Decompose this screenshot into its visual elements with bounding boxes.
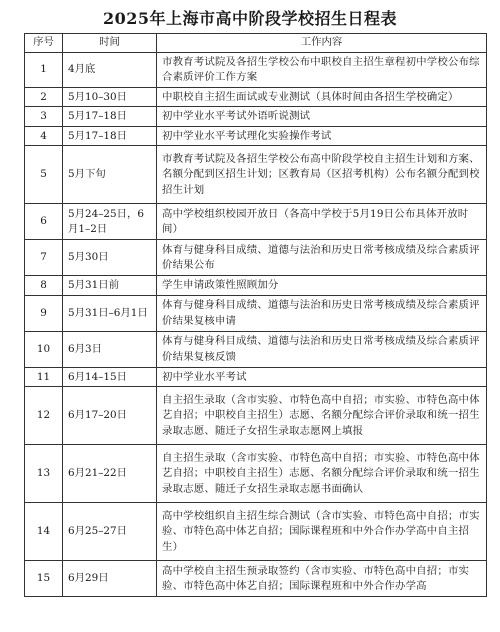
row-number: 12 xyxy=(25,387,63,445)
table-row xyxy=(25,387,487,445)
row-number: 13 xyxy=(25,445,63,503)
row-content: 高中学校组织自主招生综合测试（含市实验、市特色高中自招；市实验、市特色高中体艺自招；国际课程班和中外合作办学高中自主招生） xyxy=(157,503,487,561)
row-time: 6月14–15日 xyxy=(63,367,157,387)
row-time: 6月17–20日 xyxy=(63,387,157,445)
row-content: 初中学业水平考试外语听说测试 xyxy=(157,107,487,127)
row-time: 4月底 xyxy=(63,52,157,87)
row-time: 5月下旬 xyxy=(63,146,157,204)
header-no: 序号 xyxy=(25,34,63,53)
page-title: 2025年上海市高中阶段学校招生日程表 xyxy=(102,9,398,28)
row-number: 1 xyxy=(25,52,63,87)
row-content: 初中学业水平考试 xyxy=(157,367,487,387)
row-content: 市教育考试院及各招生学校公布高中阶段学校自主招生计划和方案、名额分配到区招生计划；区教育局（区招考机构）公布名额分配到校招生计划 xyxy=(157,146,487,204)
row-content: 体育与健身科目成绩、道德与法治和历史日常考核成绩及综合素质评价结果复核反馈 xyxy=(157,331,487,367)
table-row xyxy=(25,204,487,240)
table-row xyxy=(25,331,487,367)
table-row xyxy=(25,561,487,597)
table-row xyxy=(25,126,487,146)
row-number: 9 xyxy=(25,295,63,331)
table-row xyxy=(25,146,487,204)
table-row xyxy=(25,276,487,296)
row-number: 10 xyxy=(25,331,63,367)
row-content: 自主招生录取（含市实验、市特色高中自招；市实验、市特色高中体艺自招；中职校自主招生）志愿、名额分配综合评价录取和统一招生录取志愿、随迁子女招生录取志愿网上填报 xyxy=(157,387,487,445)
table-row xyxy=(25,107,487,127)
row-content: 高中学校组织校园开放日（各高中学校于5月19日公布具体开放时间） xyxy=(157,204,487,240)
row-time: 5月17–18日 xyxy=(63,107,157,127)
row-time: 6月29日 xyxy=(63,561,157,597)
table-row xyxy=(25,367,487,387)
schedule-table xyxy=(24,33,487,597)
row-number: 7 xyxy=(25,240,63,276)
table-row xyxy=(25,52,487,87)
table-row xyxy=(25,445,487,503)
table-row xyxy=(25,503,487,561)
table-row xyxy=(25,295,487,331)
row-content: 高中学校自主招生预录取签约（含市实验、市特色高中自招；市实验、市特色高中体艺自招；国际课程班和中外合作办学高 xyxy=(157,561,487,597)
row-time: 6月21–22日 xyxy=(63,445,157,503)
row-content: 体育与健身科目成绩、道德与法治和历史日常考核成绩及综合素质评价结果公布 xyxy=(157,240,487,276)
row-number: 11 xyxy=(25,367,63,387)
row-content: 初中学业水平考试理化实验操作考试 xyxy=(157,126,487,146)
row-time: 5月24–25日，6月1–2日 xyxy=(63,204,157,240)
row-number: 3 xyxy=(25,107,63,127)
header-content: 工作内容 xyxy=(157,34,487,53)
row-content: 学生申请政策性照顾加分 xyxy=(157,276,487,296)
row-number: 5 xyxy=(25,146,63,204)
row-time: 5月31日前 xyxy=(63,276,157,296)
row-time: 5月10–30日 xyxy=(63,87,157,107)
row-time: 5月30日 xyxy=(63,240,157,276)
row-number: 15 xyxy=(25,561,63,597)
row-number: 6 xyxy=(25,204,63,240)
row-number: 2 xyxy=(25,87,63,107)
table-row xyxy=(25,87,487,107)
row-number: 4 xyxy=(25,126,63,146)
row-number: 8 xyxy=(25,276,63,296)
row-content: 市教育考试院及各招生学校公布中职校自主招生章程初中学校公布综合素质评价工作方案 xyxy=(157,52,487,87)
table-header-row xyxy=(25,34,487,53)
row-number: 14 xyxy=(25,503,63,561)
header-time: 时间 xyxy=(63,34,157,53)
row-content: 自主招生录取（含市实验、市特色高中自招；市实验、市特色高中体艺自招；中职校自主招生）志愿、名额分配综合评价录取和统一招生录取志愿、随迁子女招生录取志愿书面确认 xyxy=(157,445,487,503)
row-content: 中职校自主招生面试或专业测试（具体时间由各招生学校确定） xyxy=(157,87,487,107)
row-time: 5月17–18日 xyxy=(63,126,157,146)
row-time: 6月25–27日 xyxy=(63,503,157,561)
table-row xyxy=(25,240,487,276)
row-time: 6月3日 xyxy=(63,331,157,367)
row-content: 体育与健身科目成绩、道德与法治和历史日常考核成绩及综合素质评价结果复核申请 xyxy=(157,295,487,331)
row-time: 5月31日–6月1日 xyxy=(63,295,157,331)
